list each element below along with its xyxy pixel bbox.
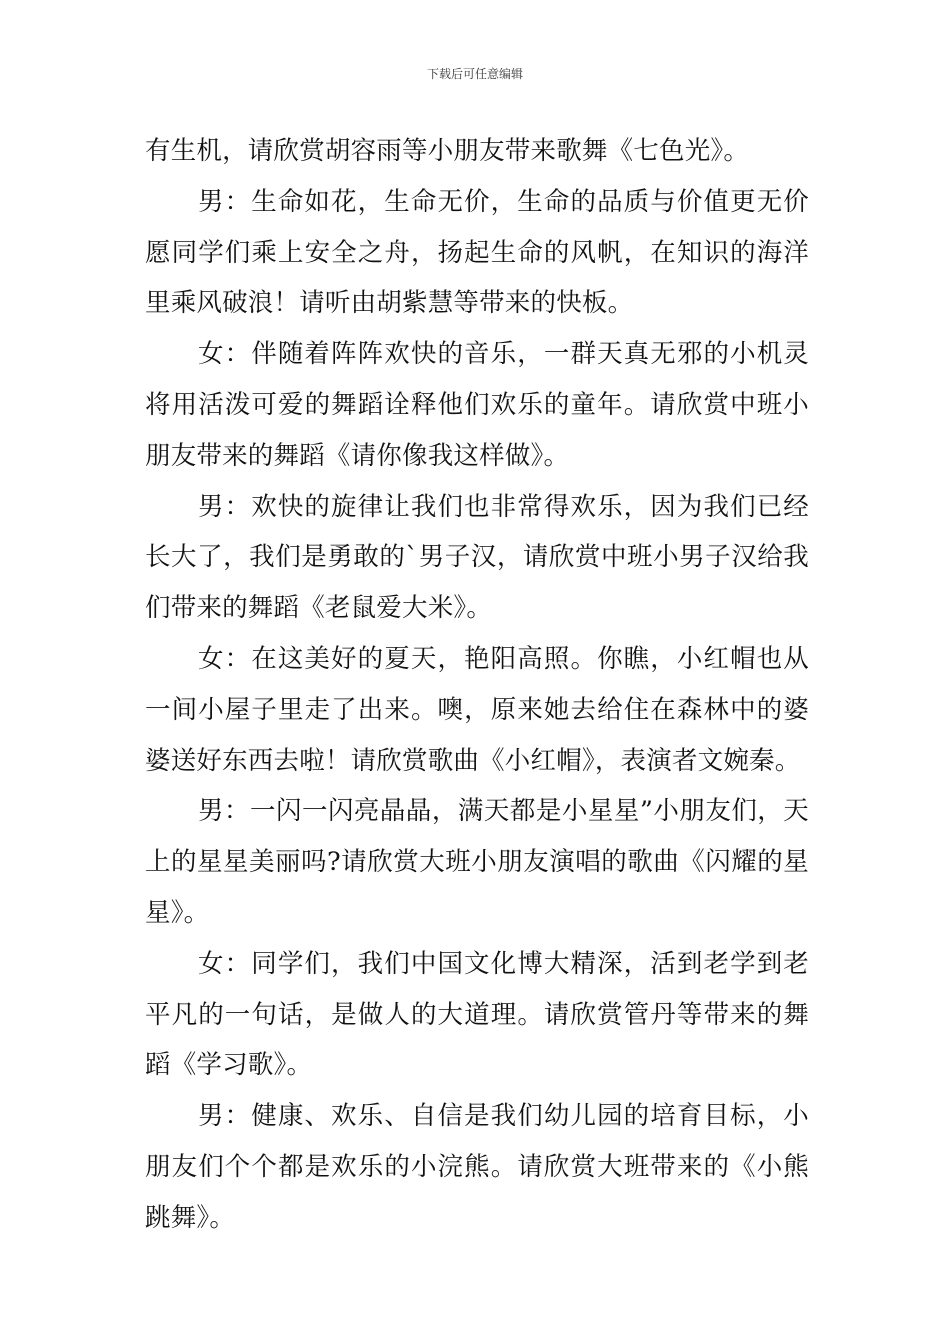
paragraph-7: 女：同学们，我们中国文化博大精深，活到老学到老平凡的一句话，是做人的大道理。请欣赏管丹等带来的舞蹈《学习歌》。 [145,948,809,1081]
paragraph-4: 男：欢快的旋律让我们也非常得欢乐，因为我们已经长大了，我们是勇敢的`男子汉，请欣赏中班小男子汉给我们带来的舞蹈《老鼠爱大米》。 [145,491,809,624]
document-body [145,126,809,1244]
paragraph-6: 男：一闪一闪亮晶晶，满天都是小星星”小朋友们，天上的星星美丽吗?请欣赏大班小朋友演唱的歌曲《闪耀的星星》。 [145,796,809,928]
paragraph-8: 男：健康、欢乐、自信是我们幼儿园的培育目标，小朋友们个个都是欢乐的小浣熊。请欣赏大班带来的《小熊跳舞》。 [145,1101,809,1233]
page-header-note: 下载后可任意编辑 [426,67,523,81]
paragraph-1: 有生机，请欣赏胡容雨等小朋友带来歌舞《七色光》。 [145,136,750,166]
paragraph-2: 男：生命如花，生命无价，生命的品质与价值更无价愿同学们乘上安全之舟，扬起生命的风帆，在知识的海洋里乘风破浪！请听由胡紫慧等带来的快板。 [145,186,809,319]
paragraph-5: 女：在这美好的夏天，艳阳高照。你瞧，小红帽也从一间小屋子里走了出来。噢，原来她去给住在森林中的婆婆送好东西去啦！请欣赏歌曲《小红帽》，表演者文婉秦。 [145,643,809,776]
paragraph-3: 女：伴随着阵阵欢快的音乐，一群天真无邪的小机灵将用活泼可爱的舞蹈诠释他们欢乐的童年。请欣赏中班小朋友带来的舞蹈《请你像我这样做》。 [145,339,809,471]
